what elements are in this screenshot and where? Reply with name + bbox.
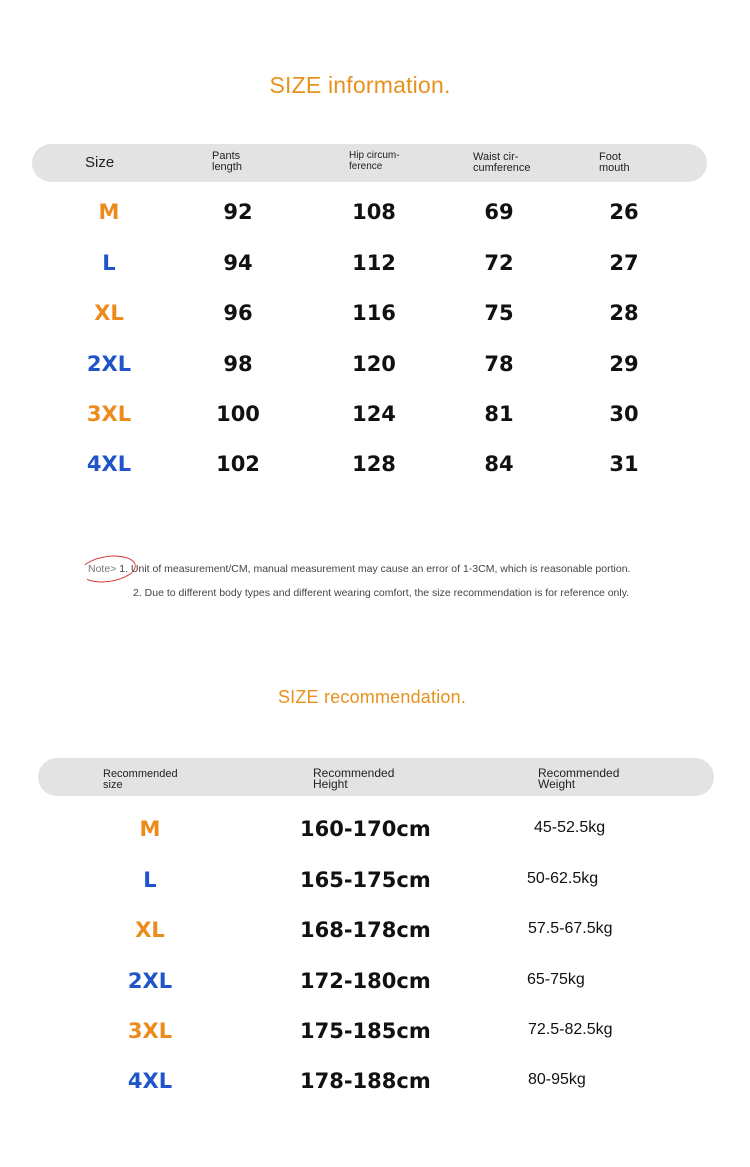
size-info-row [0, 301, 750, 341]
size-info-cell-foot: 31 [609, 452, 639, 476]
size-info-cell-size: 2XL [86, 352, 132, 376]
size-info-cell-foot: 26 [609, 200, 639, 224]
size-rec-cell-size: 2XL [127, 969, 173, 993]
size-info-row [0, 402, 750, 442]
size-rec-cell-height: 172-180cm [300, 969, 431, 993]
header-waist-circumference: Waist cir- cumference [473, 151, 531, 174]
size-info-cell-waist: 84 [484, 452, 514, 476]
size-info-cell-size: XL [94, 301, 124, 325]
size-rec-cell-height: 178-188cm [300, 1069, 431, 1093]
size-info-cell-hip: 124 [352, 402, 396, 426]
size-info-row [0, 200, 750, 240]
size-rec-cell-height: 168-178cm [300, 918, 431, 942]
size-rec-title: SIZE recommendation. [277, 687, 467, 707]
note-line-2: 2. Due to different body types and different wearing comfort, the size recommendation is for reference only. [133, 587, 630, 599]
size-info-cell-pants: 92 [223, 200, 253, 224]
size-info-cell-hip: 120 [352, 352, 396, 376]
size-info-cell-foot: 27 [609, 251, 639, 275]
size-info-cell-pants: 94 [223, 251, 253, 275]
size-rec-row [0, 817, 750, 857]
size-info-row [0, 251, 750, 291]
size-info-cell-hip: 108 [352, 200, 396, 224]
size-info-cell-pants: 102 [216, 452, 260, 476]
size-rec-cell-weight: 57.5-67.5kg [528, 920, 613, 937]
size-info-cell-foot: 28 [609, 301, 639, 325]
note-text-1: 1. Unit of measurement/CM, manual measurement may cause an error of 1-3CM, which is reasonable portion. [119, 563, 631, 575]
header-foot-mouth: Foot mouth [599, 151, 630, 174]
size-rec-cell-height: 165-175cm [300, 868, 431, 892]
size-info-cell-waist: 78 [484, 352, 514, 376]
size-rec-cell-size: M [139, 817, 161, 841]
size-rec-cell-weight: 65-75kg [527, 971, 585, 988]
size-rec-cell-weight: 45-52.5kg [534, 819, 606, 836]
size-rec-cell-height: 175-185cm [300, 1019, 431, 1043]
size-rec-cell-size: L [143, 868, 157, 892]
size-rec-row [0, 969, 750, 1009]
size-info-cell-size: 4XL [86, 452, 132, 476]
size-rec-cell-weight: 80-95kg [528, 1071, 586, 1088]
size-rec-row [0, 868, 750, 908]
header-recommended-height: Recommended Height [313, 766, 395, 791]
size-rec-cell-size: 4XL [127, 1069, 173, 1093]
size-rec-cell-weight: 72.5-82.5kg [528, 1021, 613, 1038]
size-info-cell-size: L [102, 251, 116, 275]
size-info-row [0, 452, 750, 492]
size-info-title: SIZE information. [269, 72, 451, 98]
size-info-cell-waist: 69 [484, 200, 514, 224]
size-info-cell-foot: 29 [609, 352, 639, 376]
size-rec-cell-size: XL [135, 918, 165, 942]
header-pants-length: Pants length [212, 150, 242, 173]
size-rec-row [0, 918, 750, 958]
size-info-cell-size: 3XL [86, 402, 132, 426]
size-info-cell-hip: 128 [352, 452, 396, 476]
size-info-cell-hip: 112 [352, 251, 396, 275]
size-info-cell-pants: 96 [223, 301, 253, 325]
note-line-1 [88, 563, 630, 575]
size-rec-row [0, 1069, 750, 1109]
size-info-cell-waist: 75 [484, 301, 514, 325]
size-rec-cell-height: 160-170cm [300, 817, 431, 841]
size-rec-cell-size: 3XL [127, 1019, 173, 1043]
size-rec-cell-weight: 50-62.5kg [527, 870, 599, 887]
size-info-cell-waist: 72 [484, 251, 514, 275]
size-info-row [0, 352, 750, 392]
size-info-cell-waist: 81 [484, 402, 514, 426]
size-info-cell-pants: 100 [216, 402, 260, 426]
note-label: Note> [88, 563, 117, 575]
header-hip-circumference: Hip circum- ference [349, 150, 400, 172]
header-recommended-weight: Recommended Weight [538, 766, 620, 791]
size-info-cell-hip: 116 [352, 301, 396, 325]
size-info-cell-pants: 98 [223, 352, 253, 376]
header-size: Size [85, 154, 115, 171]
header-recommended-size: Recommended size [103, 768, 178, 791]
size-rec-row [0, 1019, 750, 1059]
size-info-cell-foot: 30 [609, 402, 639, 426]
size-info-cell-size: M [98, 200, 120, 224]
